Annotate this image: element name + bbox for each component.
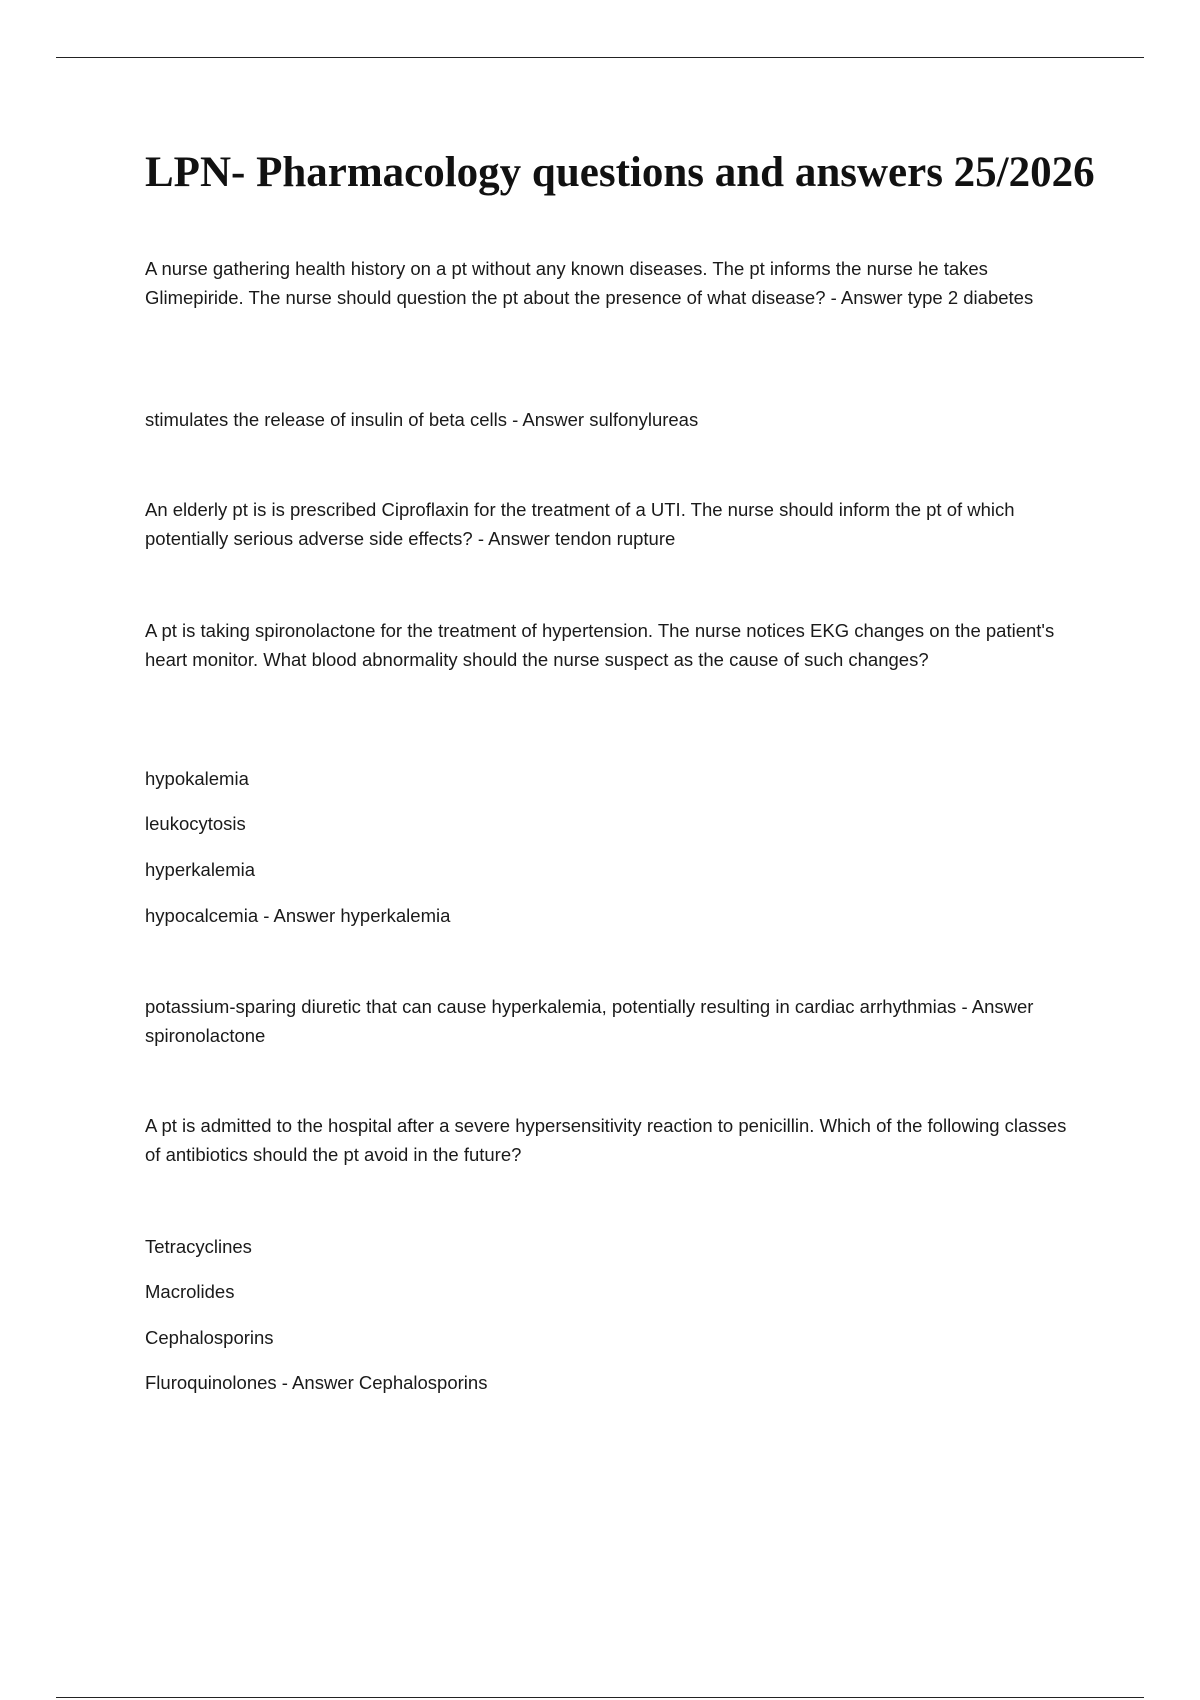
question-paragraph: stimulates the release of insulin of beta cells - Answer sulfonylureas (145, 409, 699, 430)
question-paragraph: A pt is admitted to the hospital after a severe hypersensitivity reaction to penicillin. Which of the following classes of antibiotics should the pt avoid in the future? (145, 1115, 1067, 1165)
question-paragraph: potassium-sparing diuretic that can cause hyperkalemia, potentially resulting in cardiac arrhythmias - Answer spironolactone (145, 996, 1034, 1046)
top-divider (56, 57, 1144, 58)
answer-option: Macrolides (145, 1281, 235, 1302)
question-paragraph: A pt is taking spironolactone for the treatment of hypertension. The nurse notices EKG changes on the patient's heart monitor. What blood abnormality should the nurse suspect as the cause of such changes? (145, 620, 1055, 670)
answer-option: hyperkalemia (145, 859, 256, 880)
answer-option: hypocalcemia - Answer hyperkalemia (145, 905, 451, 926)
answer-option: Cephalosporins (145, 1327, 274, 1348)
answer-option: leukocytosis (145, 813, 246, 834)
answer-option: Fluroquinolones - Answer Cephalosporins (145, 1372, 488, 1393)
document-title: LPN- Pharmacology questions and answers 25/2026 (145, 149, 1095, 196)
answer-option: hypokalemia (145, 768, 249, 789)
question-paragraph: An elderly pt is is prescribed Ciproflaxin for the treatment of a UTI. The nurse should inform the pt of which potentially serious adverse side effects? - Answer tendon rupture (145, 499, 1015, 549)
question-paragraph: A nurse gathering health history on a pt without any known diseases. The pt informs the nurse he takes Glimepiride. The nurse should question the pt about the presence of what disease? - Answer type 2 diabetes (145, 258, 1034, 308)
bottom-divider (56, 1697, 1144, 1698)
answer-option: Tetracyclines (145, 1236, 252, 1257)
